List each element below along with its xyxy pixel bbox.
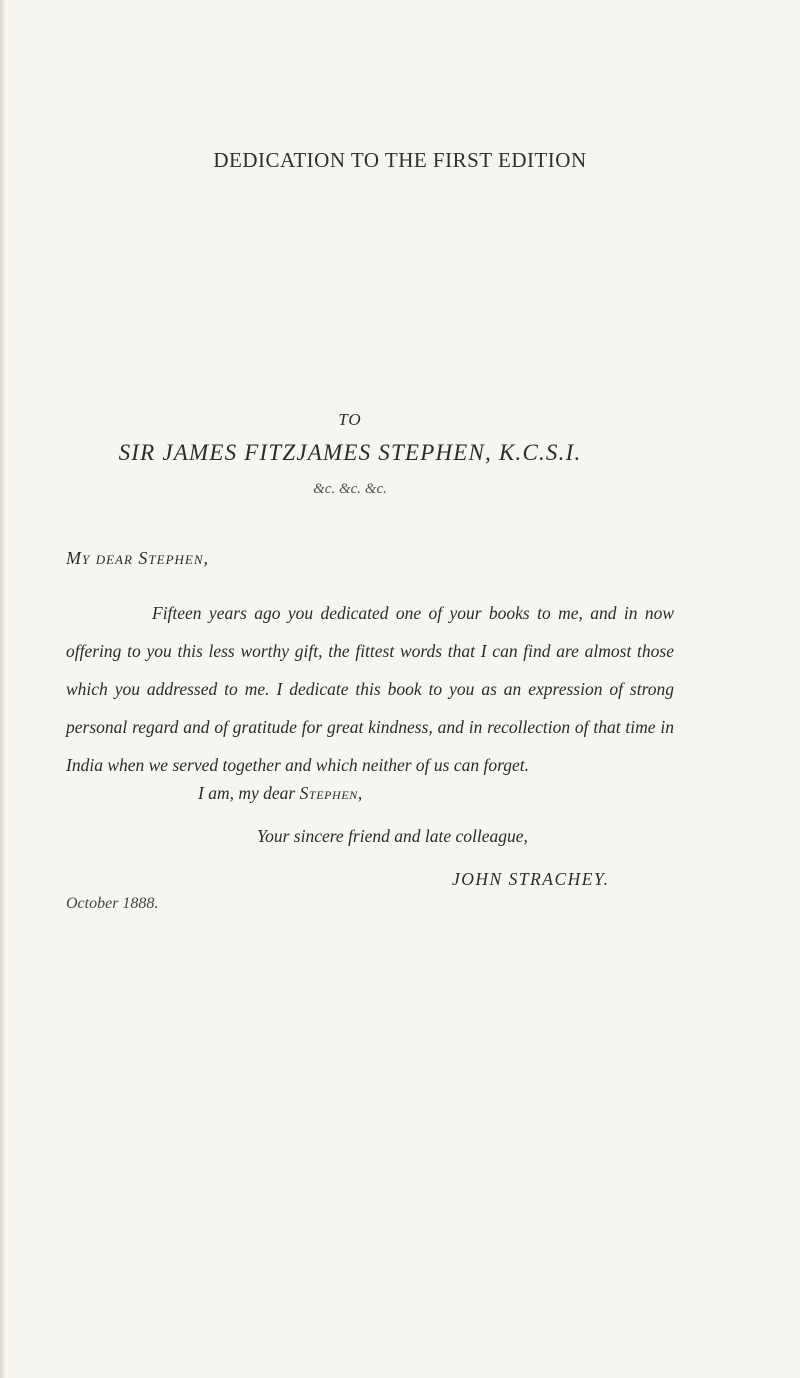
dedication-to: TO (338, 410, 362, 429)
closing-prefix: I am, my dear (198, 783, 300, 803)
page-heading: DEDICATION TO THE FIRST EDITION (213, 148, 587, 172)
letter-date: October 1888. (66, 895, 159, 912)
dedication-etc: &c. &c. &c. (313, 481, 387, 497)
letter-closing-line-2: Your sincere friend and late colleague, (257, 826, 528, 846)
letter-signature: JOHN STRACHEY. (452, 869, 610, 889)
letter-salutation: My dear Stephen, (66, 548, 210, 568)
page-edge-shadow (0, 0, 6, 1378)
letter-body: Fifteen years ago you dedicated one of your books to me, and in now offering to you this less worthy gift, the fittest words that I can find are almost those which you addressed to me. I dedicate this book to you as an expression of strong personal regard and of gratitude for great kindness, and in recollection of that time in India when we served together and which neither of us can forget. (66, 603, 674, 775)
dedicatee-name: SIR JAMES FITZJAMES STEPHEN, K.C.S.I. (118, 440, 582, 465)
closing-suffix: , (357, 783, 363, 803)
closing-name: Stephen (299, 783, 358, 803)
letter-closing-line-1 (198, 783, 362, 804)
